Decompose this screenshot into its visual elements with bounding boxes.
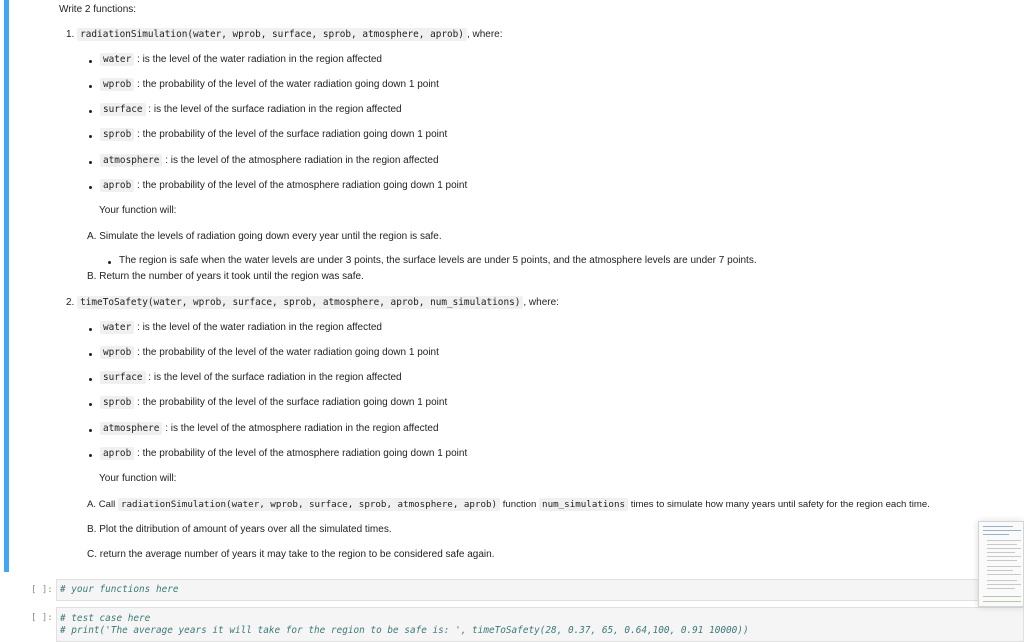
param-name: sprob <box>100 128 134 141</box>
param-desc: : is the level of the water radiation in the region affected <box>137 322 382 333</box>
param-desc: : is the level of the water radiation in the region affected <box>137 54 382 65</box>
bullet <box>89 110 92 113</box>
func2-heading <box>66 296 559 310</box>
cell-prompt: [ ]: <box>31 613 53 623</box>
param-name: water <box>100 321 134 334</box>
func1-param-item <box>100 179 467 193</box>
func1-step-a-sub: The region is safe when the water levels are under 3 points, the surface levels are under 5 points, and the atmosphere levels are under 7 points. <box>119 255 757 266</box>
code-cell-functions[interactable] <box>56 579 1024 601</box>
func1-signature: radiationSimulation(water, wprob, surface, sprob, atmosphere, aprob) <box>77 28 467 41</box>
intro-text: Write 2 functions: <box>59 4 137 15</box>
param-desc: : the probability of the level of the atmosphere radiation going down 1 point <box>137 180 468 191</box>
minimap-line <box>987 540 1021 541</box>
param-name: wprob <box>100 78 134 91</box>
step-a-suffix: times to simulate how many years until safety for the region each time. <box>630 499 930 510</box>
step-a-code-num: num_simulations <box>539 498 628 511</box>
bullet <box>89 186 92 189</box>
minimap-line <box>987 580 1017 581</box>
param-desc: : the probability of the level of the water radiation going down 1 point <box>137 347 439 358</box>
minimap-line <box>987 556 1021 557</box>
param-name: atmosphere <box>100 154 162 167</box>
step-a-prefix: A. Call <box>87 499 116 510</box>
code-comment: # print('The average years it will take for the region to be safe is: ', timeToSafety(28, 0.37, 65, 0.64,100, 0.91 10000)) <box>60 625 749 636</box>
bullet <box>89 60 92 63</box>
minimap-line <box>987 588 1015 589</box>
bullet <box>89 353 92 356</box>
bullet <box>89 328 92 331</box>
func1-number: 1. <box>66 29 75 40</box>
code-comment: # your functions here <box>60 584 179 595</box>
param-desc: : is the level of the surface radiation in the region affected <box>148 372 402 383</box>
param-name: wprob <box>100 346 134 359</box>
bullet <box>108 261 111 264</box>
func1-param-item <box>100 53 382 67</box>
func1-param-item <box>100 78 439 92</box>
func1-heading <box>66 28 503 42</box>
bullet <box>89 161 92 164</box>
func2-param-item <box>100 447 467 461</box>
func2-param-item <box>100 371 402 385</box>
active-cell-indicator <box>4 0 9 572</box>
minimap-line <box>987 574 1021 575</box>
code-cell-test[interactable] <box>56 607 1024 642</box>
param-name: sprob <box>100 396 134 409</box>
bullet <box>89 135 92 138</box>
minimap-line <box>983 601 1021 602</box>
bullet <box>89 378 92 381</box>
notebook-minimap[interactable] <box>978 521 1024 607</box>
func2-number: 2. <box>66 297 75 308</box>
param-desc: : the probability of the level of the surface radiation going down 1 point <box>137 129 448 140</box>
func2-param-item <box>100 396 447 410</box>
code-comment: # test case here <box>60 613 151 624</box>
minimap-line <box>987 584 1021 585</box>
param-name: surface <box>100 371 146 384</box>
param-name: water <box>100 53 134 66</box>
step-a-middle: function <box>502 499 537 510</box>
bullet <box>89 429 92 432</box>
minimap-line <box>983 534 1009 535</box>
param-desc: : is the level of the surface radiation in the region affected <box>148 104 402 115</box>
func2-param-item <box>100 422 439 436</box>
func2-where: , where: <box>523 297 559 308</box>
minimap-line <box>987 548 1021 549</box>
minimap-line <box>983 530 1021 531</box>
minimap-line <box>987 552 1015 553</box>
minimap-line <box>983 526 1013 527</box>
func1-param-item <box>100 103 402 117</box>
param-desc: : is the level of the atmosphere radiation in the region affected <box>165 423 439 434</box>
minimap-line <box>987 566 1021 567</box>
func1-step-b: B. Return the number of years it took until the region was safe. <box>87 271 364 282</box>
func1-will: Your function will: <box>99 205 177 216</box>
func1-param-item <box>100 154 439 168</box>
func1-where: , where: <box>466 29 503 40</box>
param-desc: : is the level of the atmosphere radiation in the region affected <box>165 155 439 166</box>
func2-step-a <box>87 498 930 512</box>
func2-param-item <box>100 346 439 360</box>
param-name: aprob <box>100 447 134 460</box>
param-name: aprob <box>100 179 134 192</box>
func2-signature: timeToSafety(water, wprob, surface, sprob, atmosphere, aprob, num_simulations) <box>77 296 523 309</box>
func1-param-item <box>100 128 447 142</box>
minimap-line <box>987 560 1017 561</box>
bullet <box>89 454 92 457</box>
bullet <box>89 403 92 406</box>
minimap-line <box>987 570 1013 571</box>
param-name: atmosphere <box>100 422 162 435</box>
param-desc: : the probability of the level of the atmosphere radiation going down 1 point <box>137 448 468 459</box>
func2-step-c: C. return the average number of years it may take to the region to be considered safe again. <box>87 549 495 560</box>
step-a-code-call: radiationSimulation(water, wprob, surface, sprob, atmosphere, aprob) <box>118 498 500 511</box>
func2-will: Your function will: <box>99 473 177 484</box>
func2-param-item <box>100 321 382 335</box>
minimap-line <box>987 544 1017 545</box>
param-name: surface <box>100 103 146 116</box>
cell-prompt: [ ]: <box>31 585 53 595</box>
minimap-line <box>983 596 1021 597</box>
func2-step-b: B. Plot the ditribution of amount of years over all the simulated times. <box>87 524 392 535</box>
param-desc: : the probability of the level of the water radiation going down 1 point <box>137 79 439 90</box>
bullet <box>89 85 92 88</box>
param-desc: : the probability of the level of the surface radiation going down 1 point <box>137 397 448 408</box>
func1-step-a: A. Simulate the levels of radiation going down every year until the region is safe. <box>87 231 442 242</box>
